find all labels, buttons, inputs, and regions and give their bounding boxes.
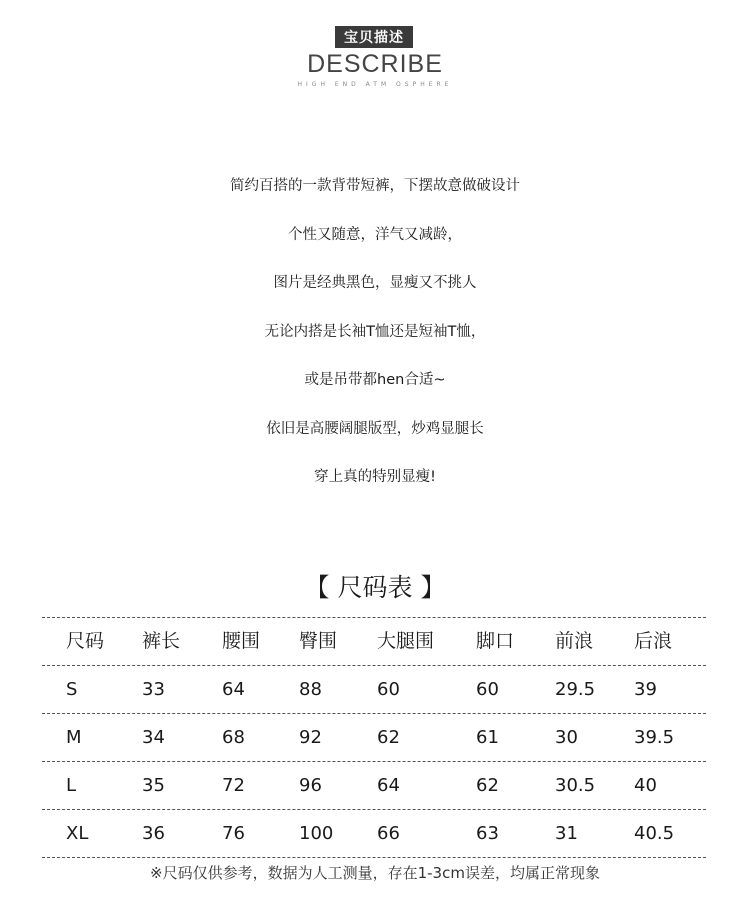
table-cell: 39.5: [634, 727, 675, 748]
table-cell: 33: [142, 679, 165, 700]
table-cell: 62: [476, 775, 499, 796]
table-row: [42, 713, 706, 761]
table-cell: 30: [555, 727, 578, 748]
size-table-title: 【 尺码表 】: [304, 573, 446, 602]
header-cell: 大腿围: [377, 630, 435, 652]
table-cell: 60: [476, 679, 499, 700]
header-cell: 裤长: [142, 630, 181, 652]
description-line: 无论内搭是长袖T恤还是短袖T恤，: [264, 323, 486, 340]
measurement-note: ※尺码仅供参考，数据为人工测量，存在1-3cm误差，均属正常现象: [150, 864, 600, 882]
table-cell: L: [66, 775, 77, 796]
description-line: 图片是经典黑色，显瘦又不挑人: [273, 275, 477, 291]
table-cell: XL: [66, 823, 89, 844]
table-cell: 61: [476, 727, 499, 748]
table-row: [42, 761, 706, 809]
table-cell: 76: [222, 823, 245, 844]
description-line: 穿上真的特别显瘦!: [314, 469, 436, 485]
table-cell: 92: [299, 727, 322, 748]
table-cell: 39: [634, 679, 657, 700]
table-cell: 64: [222, 679, 245, 700]
table-cell: 64: [377, 775, 400, 796]
header-cell: 脚口: [476, 630, 515, 652]
table-cell: 63: [476, 823, 499, 844]
product-description: [0, 176, 750, 516]
table-cell: 29.5: [555, 679, 596, 700]
table-cell: 60: [377, 679, 400, 700]
table-header-row: [42, 617, 706, 665]
table-cell: 68: [222, 727, 245, 748]
description-line: 或是吊带都hen合适~: [304, 372, 446, 388]
table-cell: 40.5: [634, 823, 675, 844]
table-cell: 30.5: [555, 775, 596, 796]
description-line: 依旧是高腰阔腿版型，炒鸡显腿长: [266, 420, 484, 437]
table-row: [42, 809, 706, 858]
table-cell: 100: [299, 823, 334, 844]
table-cell: 34: [142, 727, 165, 748]
table-cell: 40: [634, 775, 657, 796]
section-badge: 宝贝描述: [335, 26, 413, 48]
section-title: DESCRIBE: [307, 50, 443, 78]
table-row: [42, 665, 706, 713]
description-line: 个性又随意，洋气又减龄，: [288, 226, 462, 243]
header-cell: 臀围: [299, 630, 338, 652]
table-cell: 35: [142, 775, 165, 796]
table-cell: M: [66, 727, 82, 748]
size-table: [42, 617, 706, 858]
section-tagline: HIGH END ATM OSPHERE: [297, 81, 453, 88]
header-cell: 尺码: [66, 630, 105, 652]
table-cell: 31: [555, 823, 578, 844]
table-cell: 72: [222, 775, 245, 796]
table-cell: 36: [142, 823, 165, 844]
table-cell: 66: [377, 823, 400, 844]
table-cell: 62: [377, 727, 400, 748]
header-cell: 后浪: [634, 630, 673, 652]
description-line: 简约百搭的一款背带短裤，下摆故意做破设计: [230, 178, 520, 194]
table-cell: 88: [299, 679, 322, 700]
table-cell: S: [66, 679, 78, 700]
header-cell: 腰围: [222, 630, 261, 652]
describe-header: [0, 0, 750, 110]
header-cell: 前浪: [555, 630, 594, 652]
table-cell: 96: [299, 775, 322, 796]
